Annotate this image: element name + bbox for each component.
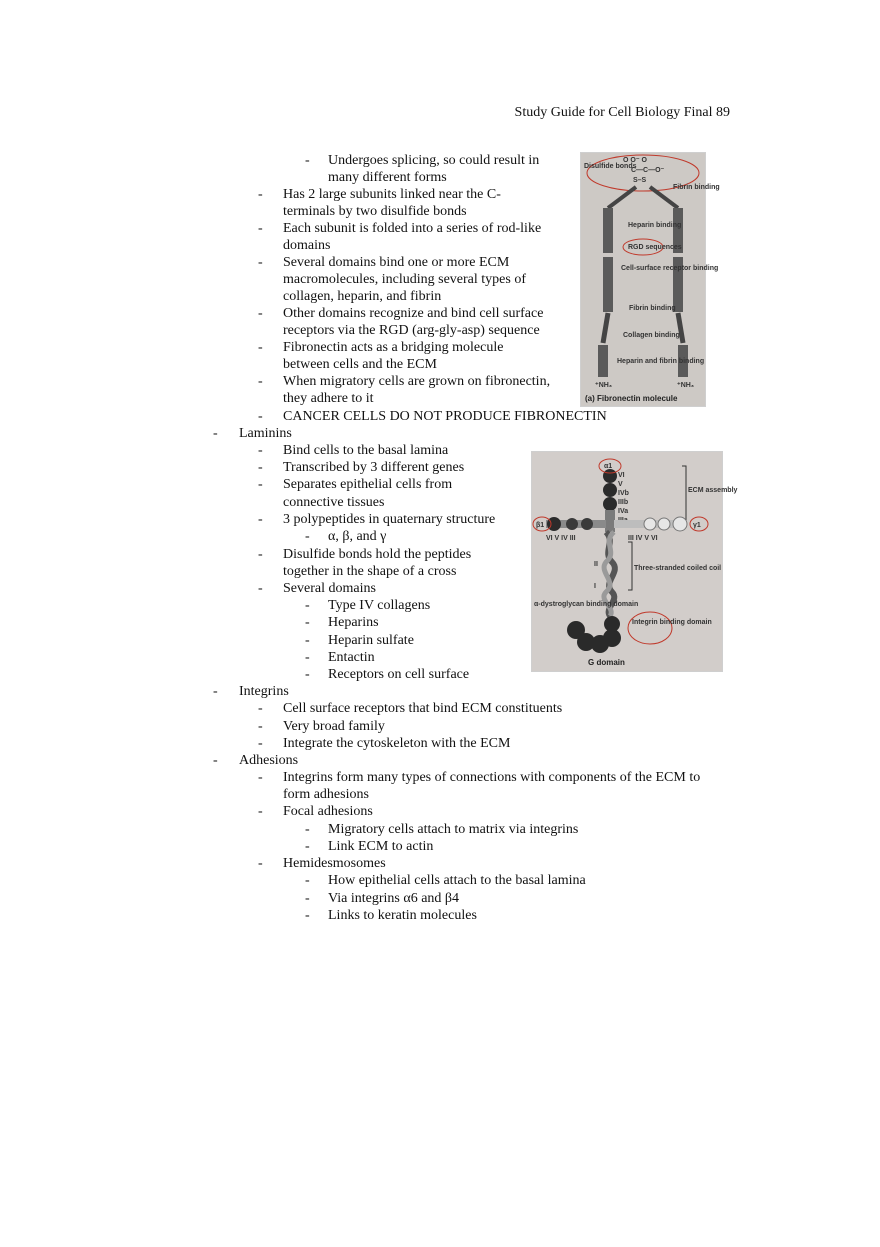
outline-line: Link ECM to actin	[328, 839, 434, 854]
outline-line: Focal adhesions	[283, 804, 373, 819]
bullet-dash: -	[258, 187, 263, 202]
outline-line: Integrins form many types of connections with components of the ECM to	[283, 770, 701, 785]
outline-line: Integrins	[239, 684, 289, 699]
label-ecm-assembly: ECM assembly	[688, 487, 738, 494]
laminin-diagram	[532, 452, 738, 671]
outline-line: CANCER CELLS DO NOT PRODUCE FIBRONECTIN	[283, 409, 607, 424]
bullet-dash: -	[305, 598, 310, 613]
bullet-dash: -	[305, 529, 310, 544]
outline-line: Has 2 large subunits linked near the C-	[283, 187, 501, 202]
outline-line: between cells and the ECM	[283, 357, 437, 372]
bullet-dash: -	[258, 581, 263, 596]
outline-line: Fibronectin acts as a bridging molecule	[283, 340, 504, 355]
label-collagen: Collagen binding	[623, 332, 680, 339]
label-heparin-fibrin: Heparin and fibrin binding	[617, 358, 705, 365]
bullet-dash: -	[258, 374, 263, 389]
domain-i: I	[594, 583, 596, 590]
label-integrin-binding: Integrin binding domain	[632, 619, 712, 626]
label-coiled-coil: Three-stranded coiled coil	[634, 565, 722, 572]
outline-line: Laminins	[239, 426, 292, 441]
outline-line: 3 polypeptides in quaternary structure	[283, 512, 496, 527]
bullet-dash: -	[258, 340, 263, 355]
bullet-dash: -	[258, 512, 263, 527]
outline-line: Migratory cells attach to matrix via integrins	[328, 822, 579, 837]
bullet-dash: -	[258, 719, 263, 734]
page-header: Study Guide for Cell Biology Final 89	[514, 105, 730, 120]
label-nh3-right: ⁺NH₃	[677, 382, 695, 389]
outline-line: When migratory cells are grown on fibronectin,	[283, 374, 551, 389]
laminin-figure	[531, 451, 738, 672]
outline-line: Other domains recognize and bind cell surface	[283, 306, 544, 321]
outline-line: Integrate the cytoskeleton with the ECM	[283, 736, 511, 751]
outline-line: connective tissues	[283, 495, 385, 510]
outline-line: domains	[283, 238, 331, 253]
label-fibrin-mid: Fibrin binding	[629, 305, 676, 312]
bullet-dash: -	[213, 426, 218, 441]
bullet-dash: -	[213, 684, 218, 699]
label-gamma: γ1	[693, 522, 701, 529]
bullet-dash: -	[258, 701, 263, 716]
outline-line: Several domains bind one or more ECM	[283, 255, 510, 270]
outline-line: Adhesions	[239, 753, 299, 768]
outline-line: terminals by two disulfide bonds	[283, 204, 467, 219]
outline-line: How epithelial cells attach to the basal lamina	[328, 873, 586, 888]
alpha-domain-3: IVb	[618, 490, 629, 497]
outline-line: together in the shape of a cross	[283, 564, 457, 579]
bullet-dash: -	[305, 839, 310, 854]
fibronectin-figure	[580, 152, 720, 407]
gamma-domains: III IV V VI	[628, 535, 658, 542]
label-dystroglycan: α-dystroglycan binding domain	[534, 601, 639, 608]
label-disulfide: Disulfide bonds	[584, 163, 637, 170]
outline-line: Links to keratin molecules	[328, 908, 477, 923]
outline-line: Receptors on cell surface	[328, 667, 470, 682]
bullet-dash: -	[305, 908, 310, 923]
bullet-dash: -	[258, 736, 263, 751]
outline-line: Several domains	[283, 581, 376, 596]
outline-line: collagen, heparin, and fibrin	[283, 289, 442, 304]
bullet-dash: -	[305, 822, 310, 837]
bullet-dash: -	[305, 891, 310, 906]
bullet-dash: -	[258, 221, 263, 236]
bullet-dash: -	[305, 153, 310, 168]
outline-line: Heparin sulfate	[328, 633, 414, 648]
alpha-domain-4: IIIb	[618, 499, 629, 506]
beta-domains: VI V IV III	[546, 535, 576, 542]
outline-line: α, β, and γ	[328, 529, 387, 544]
alpha-domain-1: VI	[618, 472, 625, 479]
outline-line: Transcribed by 3 different genes	[283, 460, 465, 475]
bullet-dash: -	[305, 615, 310, 630]
outline-line: Disulfide bonds hold the peptides	[283, 547, 472, 562]
outline-line: Type IV collagens	[328, 598, 431, 613]
outline-line: receptors via the RGD (arg-gly-asp) sequence	[283, 323, 540, 338]
svg-text:O O⁻ O: O O⁻ O	[623, 157, 647, 164]
svg-text:S–S: S–S	[633, 177, 647, 184]
svg-text:C—C—O⁻: C—C—O⁻	[631, 167, 665, 174]
label-beta: β1	[536, 522, 545, 529]
label-g-domain: G domain	[588, 658, 625, 667]
outline-line: form adhesions	[283, 787, 369, 802]
bullet-dash: -	[213, 753, 218, 768]
label-nh3-left: ⁺NH₃	[595, 382, 613, 389]
bullet-dash: -	[258, 306, 263, 321]
label-fibrin-top: Fibrin binding	[673, 184, 720, 191]
bullet-dash: -	[258, 460, 263, 475]
label-rgd: RGD sequences	[628, 244, 682, 251]
alpha-domain-5: IVa	[618, 508, 629, 515]
bullet-dash: -	[305, 633, 310, 648]
outline-line: Separates epithelial cells from	[283, 477, 453, 492]
outline-line: many different forms	[328, 170, 447, 185]
domain-ii: II	[594, 561, 598, 568]
outline-line: Cell surface receptors that bind ECM constituents	[283, 701, 563, 716]
bullet-dash: -	[305, 667, 310, 682]
bullet-dash: -	[258, 443, 263, 458]
bullet-dash: -	[258, 409, 263, 424]
fibronectin-caption: (a) Fibronectin molecule	[585, 394, 678, 403]
bullet-dash: -	[258, 804, 263, 819]
outline-line: Bind cells to the basal lamina	[283, 443, 449, 458]
outline-line: they adhere to it	[283, 391, 374, 406]
outline-line: Entactin	[328, 650, 375, 665]
outline-line: Very broad family	[283, 719, 385, 734]
bullet-dash: -	[305, 873, 310, 888]
outline-line: Hemidesmosomes	[283, 856, 386, 871]
bullet-dash: -	[258, 255, 263, 270]
bullet-dash: -	[258, 856, 263, 871]
outline-line: Via integrins α6 and β4	[328, 891, 460, 906]
label-heparin: Heparin binding	[628, 222, 682, 229]
bullet-dash: -	[258, 477, 263, 492]
bullet-dash: -	[305, 650, 310, 665]
bullet-dash: -	[258, 547, 263, 562]
outline-line: Each subunit is folded into a series of rod-like	[283, 221, 542, 236]
bullet-dash: -	[258, 770, 263, 785]
outline-line: Heparins	[328, 615, 379, 630]
label-cell-surface: Cell-surface receptor binding	[621, 265, 719, 272]
label-alpha: α1	[604, 463, 613, 470]
alpha-domain-2: V	[618, 481, 623, 488]
fibronectin-diagram	[581, 153, 720, 406]
outline-line: Undergoes splicing, so could result in	[328, 153, 540, 168]
outline-line: macromolecules, including several types of	[283, 272, 526, 287]
